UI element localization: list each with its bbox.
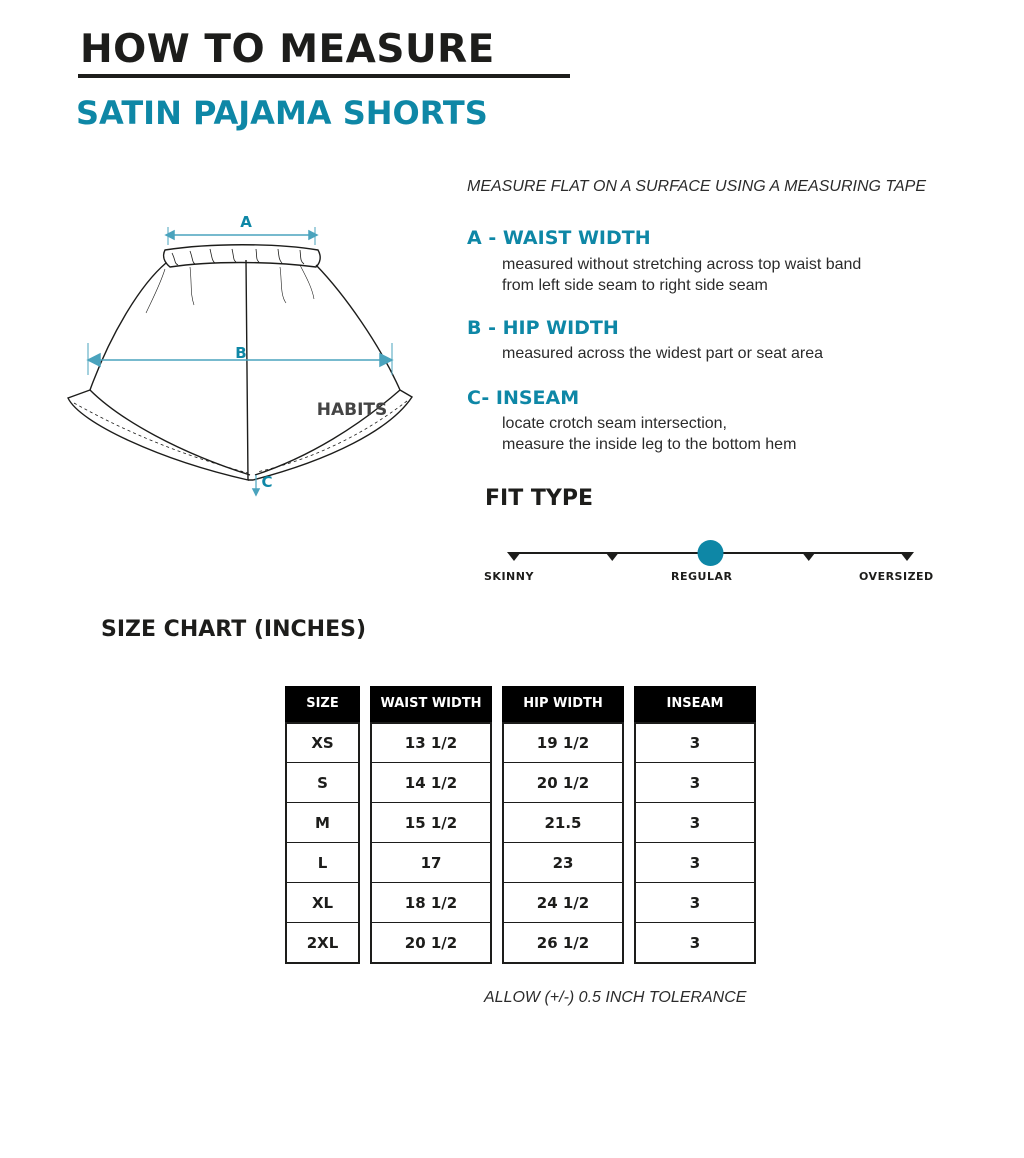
- waist-width-desc-2: from left side seam to right side seam: [502, 277, 768, 294]
- fit-type-title: FIT TYPE: [485, 486, 593, 511]
- measure-instruction: MEASURE FLAT ON A SURFACE USING A MEASURING TAPE: [467, 178, 927, 195]
- cell-size: XL: [287, 882, 358, 922]
- waist-width-desc-1: measured without stretching across top waist band: [502, 256, 862, 273]
- cell-hip-width: 26 1/2: [504, 922, 622, 962]
- cell-size: XS: [287, 722, 358, 762]
- inseam-desc-2: measure the inside leg to the bottom hem: [502, 436, 797, 453]
- hip-width-heading: B - HIP WIDTH: [467, 317, 619, 339]
- hip-width-desc-1: measured across the widest part or seat area: [502, 345, 824, 362]
- fit-selected-marker: [698, 540, 724, 566]
- column-header-hip-width: HIP WIDTH: [502, 686, 624, 722]
- fit-label-regular: REGULAR: [671, 570, 733, 583]
- cell-size: M: [287, 802, 358, 842]
- title-underline: [78, 74, 570, 78]
- cell-inseam: 3: [636, 922, 754, 962]
- cell-waist-width: 13 1/2: [372, 722, 490, 762]
- product-subtitle: SATIN PAJAMA SHORTS: [76, 94, 488, 132]
- cell-size: L: [287, 842, 358, 882]
- brand-logo: HABITS: [316, 400, 388, 420]
- fit-stop-marker: [507, 552, 521, 561]
- fit-label-skinny: SKINNY: [484, 570, 534, 583]
- fit-label-oversized: OVERSIZED: [859, 570, 934, 583]
- cell-waist-width: 18 1/2: [372, 882, 490, 922]
- cell-hip-width: 24 1/2: [504, 882, 622, 922]
- cell-inseam: 3: [636, 762, 754, 802]
- fit-stop-marker: [900, 552, 914, 561]
- waist-width-heading: A - WAIST WIDTH: [467, 227, 651, 249]
- fit-stop-marker: [802, 552, 816, 561]
- size-column: [285, 686, 360, 964]
- cell-inseam: 3: [636, 722, 754, 762]
- cell-waist-width: 17: [372, 842, 490, 882]
- inseam-desc-1: locate crotch seam intersection,: [502, 415, 727, 432]
- size-chart-title: SIZE CHART (INCHES): [101, 617, 367, 642]
- fit-type-scale: [480, 535, 960, 595]
- shorts-diagram: [60, 205, 430, 505]
- inseam-heading: C- INSEAM: [467, 387, 580, 409]
- column-header-waist-width: WAIST WIDTH: [370, 686, 492, 722]
- tolerance-note: ALLOW (+/-) 0.5 INCH TOLERANCE: [484, 989, 747, 1006]
- fit-stop-marker: [605, 552, 619, 561]
- waistband: [164, 245, 321, 267]
- label-b: B: [235, 344, 247, 362]
- cell-hip-width: 21.5: [504, 802, 622, 842]
- cell-inseam: 3: [636, 882, 754, 922]
- cell-hip-width: 20 1/2: [504, 762, 622, 802]
- cell-size: S: [287, 762, 358, 802]
- hem-left: [90, 390, 250, 475]
- column-header-size: SIZE: [285, 686, 360, 722]
- cell-waist-width: 14 1/2: [372, 762, 490, 802]
- waist-width-column: [370, 686, 492, 964]
- label-c: C: [261, 473, 273, 491]
- cell-hip-width: 23: [504, 842, 622, 882]
- cell-hip-width: 19 1/2: [504, 722, 622, 762]
- label-a: A: [240, 213, 252, 231]
- cell-inseam: 3: [636, 842, 754, 882]
- cell-size: 2XL: [287, 922, 358, 962]
- cell-waist-width: 20 1/2: [372, 922, 490, 962]
- page-title: HOW TO MEASURE: [80, 27, 495, 72]
- shorts-outline-left: [68, 260, 248, 480]
- hip-width-column: [502, 686, 624, 964]
- column-header-inseam: INSEAM: [634, 686, 756, 722]
- cell-waist-width: 15 1/2: [372, 802, 490, 842]
- inseam-column: [634, 686, 756, 964]
- cell-inseam: 3: [636, 802, 754, 842]
